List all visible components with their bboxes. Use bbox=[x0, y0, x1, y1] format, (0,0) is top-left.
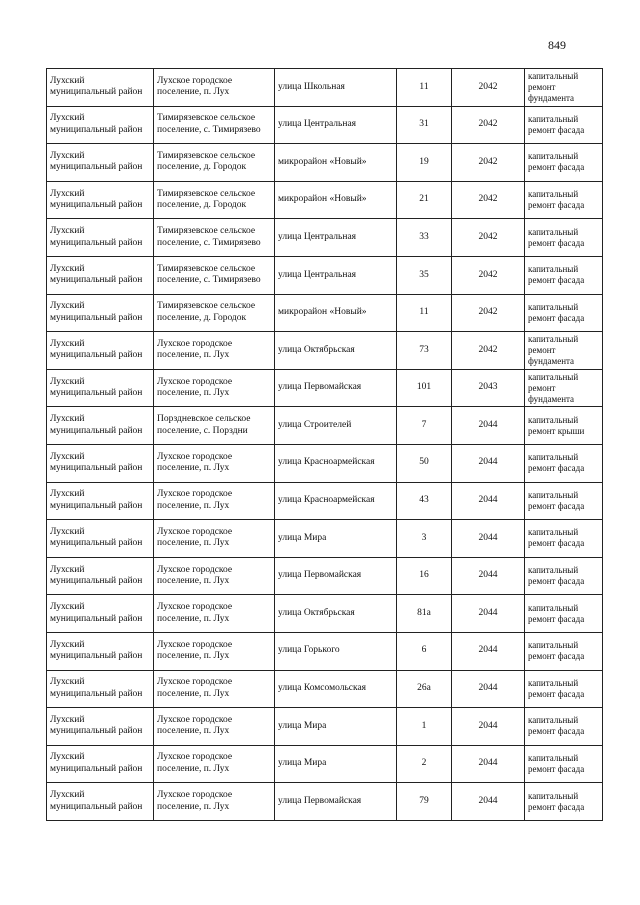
street-cell: улица Мира bbox=[275, 708, 397, 746]
house-number-cell: 21 bbox=[397, 181, 452, 219]
district-cell: Лухский муниципальный район bbox=[47, 407, 154, 445]
settlement-cell: Тимирязевское сельское поселение, д. Городок bbox=[154, 294, 275, 332]
district-cell: Лухский муниципальный район bbox=[47, 595, 154, 633]
settlement-cell: Лухское городское поселение, п. Лух bbox=[154, 708, 275, 746]
street-cell: улица Центральная bbox=[275, 256, 397, 294]
work-type-cell: капитальный ремонт фасада bbox=[525, 482, 603, 520]
district-cell: Лухский муниципальный район bbox=[47, 219, 154, 257]
settlement-cell: Лухское городское поселение, п. Лух bbox=[154, 632, 275, 670]
year-cell: 2042 bbox=[452, 256, 525, 294]
table-row bbox=[47, 69, 603, 107]
work-type-cell: капитальный ремонт фасада bbox=[525, 745, 603, 783]
work-type-cell: капитальный ремонт фасада bbox=[525, 256, 603, 294]
table-row bbox=[47, 708, 603, 746]
settlement-cell: Тимирязевское сельское поселение, с. Тимирязево bbox=[154, 256, 275, 294]
settlement-cell: Лухское городское поселение, п. Лух bbox=[154, 332, 275, 370]
street-cell: микрорайон «Новый» bbox=[275, 294, 397, 332]
year-cell: 2042 bbox=[452, 69, 525, 107]
work-type-cell: капитальный ремонт фундамента bbox=[525, 369, 603, 407]
house-number-cell: 50 bbox=[397, 444, 452, 482]
settlement-cell: Тимирязевское сельское поселение, д. Городок bbox=[154, 181, 275, 219]
district-cell: Лухский муниципальный район bbox=[47, 482, 154, 520]
table-row bbox=[47, 520, 603, 558]
district-cell: Лухский муниципальный район bbox=[47, 557, 154, 595]
work-type-cell: капитальный ремонт фасада bbox=[525, 520, 603, 558]
work-type-cell: капитальный ремонт фундамента bbox=[525, 332, 603, 370]
year-cell: 2042 bbox=[452, 181, 525, 219]
street-cell: улица Первомайская bbox=[275, 369, 397, 407]
street-cell: улица Октябрьская bbox=[275, 595, 397, 633]
year-cell: 2044 bbox=[452, 595, 525, 633]
work-type-cell: капитальный ремонт фасада bbox=[525, 219, 603, 257]
year-cell: 2044 bbox=[452, 670, 525, 708]
street-cell: улица Красноармейская bbox=[275, 444, 397, 482]
year-cell: 2042 bbox=[452, 294, 525, 332]
work-type-cell: капитальный ремонт фасада bbox=[525, 632, 603, 670]
district-cell: Лухский муниципальный район bbox=[47, 106, 154, 144]
table-row bbox=[47, 482, 603, 520]
district-cell: Лухский муниципальный район bbox=[47, 181, 154, 219]
street-cell: улица Центральная bbox=[275, 106, 397, 144]
street-cell: улица Первомайская bbox=[275, 783, 397, 821]
work-type-cell: капитальный ремонт фасада bbox=[525, 595, 603, 633]
table-body bbox=[47, 69, 603, 821]
settlement-cell: Лухское городское поселение, п. Лух bbox=[154, 69, 275, 107]
year-cell: 2042 bbox=[452, 144, 525, 182]
district-cell: Лухский муниципальный район bbox=[47, 670, 154, 708]
year-cell: 2044 bbox=[452, 745, 525, 783]
table-row bbox=[47, 256, 603, 294]
street-cell: улица Строителей bbox=[275, 407, 397, 445]
house-number-cell: 81а bbox=[397, 595, 452, 633]
settlement-cell: Лухское городское поселение, п. Лух bbox=[154, 670, 275, 708]
house-number-cell: 2 bbox=[397, 745, 452, 783]
district-cell: Лухский муниципальный район bbox=[47, 444, 154, 482]
table-row bbox=[47, 144, 603, 182]
street-cell: улица Комсомольская bbox=[275, 670, 397, 708]
work-type-cell: капитальный ремонт фасада bbox=[525, 670, 603, 708]
work-type-cell: капитальный ремонт фасада bbox=[525, 708, 603, 746]
table-row bbox=[47, 369, 603, 407]
work-type-cell: капитальный ремонт фасада bbox=[525, 106, 603, 144]
table-row bbox=[47, 181, 603, 219]
work-type-cell: капитальный ремонт крыши bbox=[525, 407, 603, 445]
house-number-cell: 31 bbox=[397, 106, 452, 144]
year-cell: 2044 bbox=[452, 482, 525, 520]
year-cell: 2044 bbox=[452, 444, 525, 482]
table-row bbox=[47, 632, 603, 670]
year-cell: 2044 bbox=[452, 557, 525, 595]
settlement-cell: Лухское городское поселение, п. Лух bbox=[154, 520, 275, 558]
settlement-cell: Лухское городское поселение, п. Лух bbox=[154, 745, 275, 783]
district-cell: Лухский муниципальный район bbox=[47, 745, 154, 783]
district-cell: Лухский муниципальный район bbox=[47, 294, 154, 332]
repair-schedule-table bbox=[46, 68, 603, 821]
house-number-cell: 16 bbox=[397, 557, 452, 595]
house-number-cell: 26а bbox=[397, 670, 452, 708]
street-cell: улица Горького bbox=[275, 632, 397, 670]
table-row bbox=[47, 444, 603, 482]
house-number-cell: 3 bbox=[397, 520, 452, 558]
table-row bbox=[47, 106, 603, 144]
work-type-cell: капитальный ремонт фасада bbox=[525, 294, 603, 332]
year-cell: 2044 bbox=[452, 520, 525, 558]
settlement-cell: Лухское городское поселение, п. Лух bbox=[154, 595, 275, 633]
settlement-cell: Лухское городское поселение, п. Лух bbox=[154, 557, 275, 595]
district-cell: Лухский муниципальный район bbox=[47, 632, 154, 670]
table-row bbox=[47, 783, 603, 821]
settlement-cell: Порздневское сельское поселение, с. Порздни bbox=[154, 407, 275, 445]
year-cell: 2042 bbox=[452, 106, 525, 144]
settlement-cell: Тимирязевское сельское поселение, с. Тимирязево bbox=[154, 219, 275, 257]
settlement-cell: Тимирязевское сельское поселение, с. Тимирязево bbox=[154, 106, 275, 144]
district-cell: Лухский муниципальный район bbox=[47, 69, 154, 107]
district-cell: Лухский муниципальный район bbox=[47, 708, 154, 746]
settlement-cell: Лухское городское поселение, п. Лух bbox=[154, 482, 275, 520]
settlement-cell: Лухское городское поселение, п. Лух bbox=[154, 369, 275, 407]
street-cell: улица Школьная bbox=[275, 69, 397, 107]
street-cell: улица Красноармейская bbox=[275, 482, 397, 520]
table-row bbox=[47, 294, 603, 332]
house-number-cell: 43 bbox=[397, 482, 452, 520]
district-cell: Лухский муниципальный район bbox=[47, 144, 154, 182]
district-cell: Лухский муниципальный район bbox=[47, 256, 154, 294]
table-row bbox=[47, 670, 603, 708]
house-number-cell: 79 bbox=[397, 783, 452, 821]
year-cell: 2044 bbox=[452, 632, 525, 670]
page-number: 849 bbox=[548, 38, 566, 52]
street-cell: улица Октябрьская bbox=[275, 332, 397, 370]
district-cell: Лухский муниципальный район bbox=[47, 520, 154, 558]
district-cell: Лухский муниципальный район bbox=[47, 332, 154, 370]
street-cell: микрорайон «Новый» bbox=[275, 181, 397, 219]
district-cell: Лухский муниципальный район bbox=[47, 369, 154, 407]
table-row bbox=[47, 557, 603, 595]
year-cell: 2042 bbox=[452, 219, 525, 257]
street-cell: микрорайон «Новый» bbox=[275, 144, 397, 182]
work-type-cell: капитальный ремонт фундамента bbox=[525, 69, 603, 107]
house-number-cell: 35 bbox=[397, 256, 452, 294]
house-number-cell: 6 bbox=[397, 632, 452, 670]
work-type-cell: капитальный ремонт фасада bbox=[525, 783, 603, 821]
work-type-cell: капитальный ремонт фасада bbox=[525, 181, 603, 219]
year-cell: 2044 bbox=[452, 407, 525, 445]
house-number-cell: 7 bbox=[397, 407, 452, 445]
work-type-cell: капитальный ремонт фасада bbox=[525, 444, 603, 482]
district-cell: Лухский муниципальный район bbox=[47, 783, 154, 821]
year-cell: 2044 bbox=[452, 708, 525, 746]
street-cell: улица Мира bbox=[275, 520, 397, 558]
table-row bbox=[47, 745, 603, 783]
year-cell: 2042 bbox=[452, 332, 525, 370]
table-row bbox=[47, 595, 603, 633]
table-row bbox=[47, 219, 603, 257]
settlement-cell: Лухское городское поселение, п. Лух bbox=[154, 444, 275, 482]
settlement-cell: Тимирязевское сельское поселение, д. Городок bbox=[154, 144, 275, 182]
year-cell: 2043 bbox=[452, 369, 525, 407]
work-type-cell: капитальный ремонт фасада bbox=[525, 144, 603, 182]
work-type-cell: капитальный ремонт фасада bbox=[525, 557, 603, 595]
settlement-cell: Лухское городское поселение, п. Лух bbox=[154, 783, 275, 821]
house-number-cell: 11 bbox=[397, 294, 452, 332]
street-cell: улица Первомайская bbox=[275, 557, 397, 595]
house-number-cell: 33 bbox=[397, 219, 452, 257]
year-cell: 2044 bbox=[452, 783, 525, 821]
street-cell: улица Центральная bbox=[275, 219, 397, 257]
house-number-cell: 19 bbox=[397, 144, 452, 182]
house-number-cell: 73 bbox=[397, 332, 452, 370]
street-cell: улица Мира bbox=[275, 745, 397, 783]
table-row bbox=[47, 332, 603, 370]
house-number-cell: 11 bbox=[397, 69, 452, 107]
table-row bbox=[47, 407, 603, 445]
house-number-cell: 1 bbox=[397, 708, 452, 746]
house-number-cell: 101 bbox=[397, 369, 452, 407]
